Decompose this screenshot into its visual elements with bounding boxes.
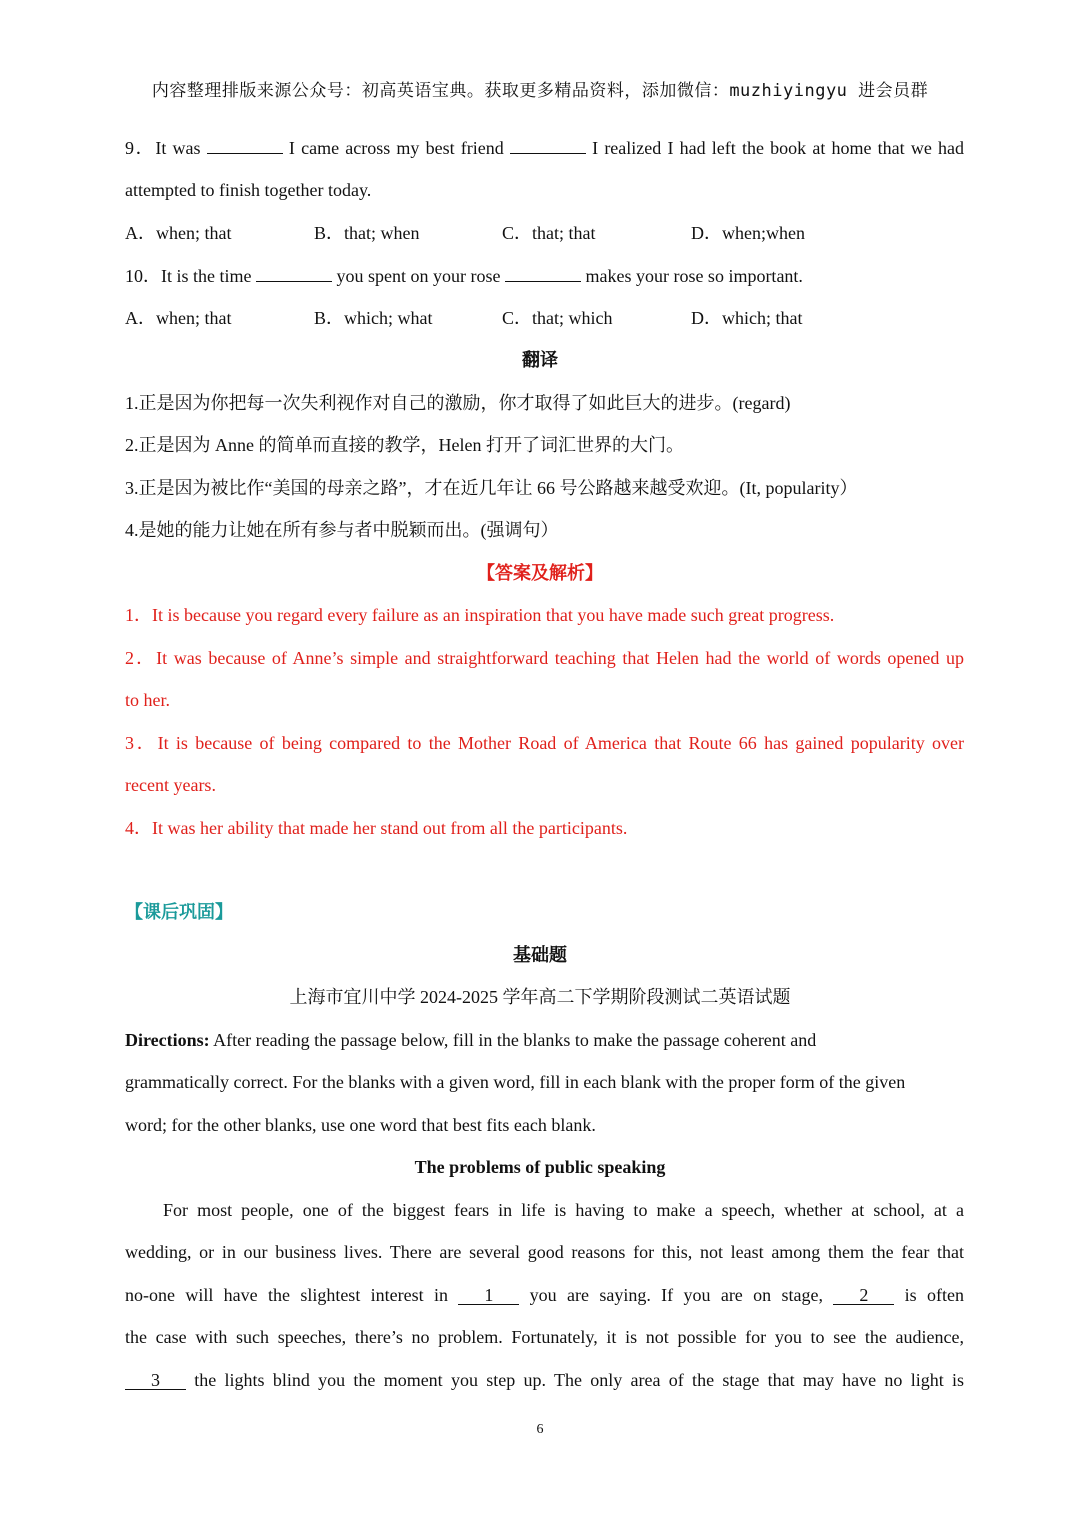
option-a: A．when; that xyxy=(125,308,232,328)
answer-3-line-1: 3．It is because of being compared to the Mother Road of America that Route 66 has gained popularity over xyxy=(125,733,964,753)
passage-title: The problems of public speaking xyxy=(414,1157,666,1177)
passage-line: no-one will have the slightest interest in 1 you are saying. If you are on stage, 2 is often xyxy=(125,1285,964,1305)
translation-item: 3.正是因为被比作“美国的母亲之路”，才在近几年让 66 号公路越来越受欢迎。(It, popularity） xyxy=(125,478,858,498)
passage-line: the case with such speeches, there’s no problem. Fortunately, it is not possible for you to see the audience, xyxy=(125,1327,964,1347)
translation-item: 1.正是因为你把每一次失利视作对自己的激励，你才取得了如此巨大的进步。(regard) xyxy=(125,393,791,413)
question-10: 10．It is the time you spent on your rose makes your rose so important. xyxy=(125,266,803,286)
passage-line: wedding, or in our business lives. There are several good reasons for this, not least among them the fear that xyxy=(125,1242,964,1262)
consolidation-title: 【课后巩固】 xyxy=(125,902,233,922)
directions-line-3: word; for the other blanks, use one word that best fits each blank. xyxy=(125,1115,596,1135)
directions-line-2: grammatically correct. For the blanks with a given word, fill in each blank with the proper form of the given xyxy=(125,1072,906,1092)
answer-2-line-1: 2．It was because of Anne’s simple and straightforward teaching that Helen had the world of words opened up xyxy=(125,648,964,668)
exam-source: 上海市宜川中学 2024-2025 学年高二下学期阶段测试二英语试题 xyxy=(289,987,791,1007)
translation-title: 翻译 xyxy=(522,350,558,370)
translation-item: 2.正是因为 Anne 的简单而直接的教学，Helen 打开了词汇世界的大门。 xyxy=(125,435,684,455)
section-subtitle: 基础题 xyxy=(513,945,567,965)
option-d: D．which; that xyxy=(691,308,803,328)
question-9-line-2: attempted to finish together today. xyxy=(125,180,372,200)
translation-item: 4.是她的能力让她在所有参与者中脱颖而出。(强调句） xyxy=(125,520,559,540)
answer-blank xyxy=(510,137,586,154)
option-d: D．when;when xyxy=(691,223,805,243)
directions-label: Directions: xyxy=(125,1030,210,1050)
page-number: 6 xyxy=(536,1422,544,1437)
option-b: B．that; when xyxy=(314,223,420,243)
option-c: C．that; that xyxy=(502,223,596,243)
answers-title: 【答案及解析】 xyxy=(477,563,603,583)
option-a: A．when; that xyxy=(125,223,232,243)
passage-line: 3 the lights blind you the moment you step up. The only area of the stage that may have no light is xyxy=(125,1368,964,1392)
option-c: C．that; which xyxy=(502,308,613,328)
answer-blank xyxy=(207,137,283,154)
answer-blank xyxy=(256,265,332,282)
question-9-line-1: 9．It was I came across my best friend I realized I had left the book at home that we had xyxy=(125,138,965,158)
answer-1: 1．It is because you regard every failure as an inspiration that you have made such great progress. xyxy=(125,605,835,625)
answer-3-line-2: recent years. xyxy=(125,775,216,795)
blank-1: 1 xyxy=(458,1286,519,1305)
answer-2-line-2: to her. xyxy=(125,690,170,710)
answer-blank xyxy=(505,265,581,282)
option-b: B．which; what xyxy=(314,308,433,328)
page-header: 内容整理排版来源公众号：初高英语宝典。获取更多精品资料，添加微信：muzhiyingyu 进会员群 xyxy=(151,81,929,101)
blank-3: 3 xyxy=(125,1371,186,1390)
answer-4: 4．It was her ability that made her stand out from all the participants. xyxy=(125,818,628,838)
passage-line: For most people, one of the biggest fears in life is having to make a speech, whether at school, at a xyxy=(163,1200,964,1220)
blank-2: 2 xyxy=(833,1286,894,1305)
directions-line-1: Directions: After reading the passage below, fill in the blanks to make the passage coherent and xyxy=(125,1030,817,1050)
